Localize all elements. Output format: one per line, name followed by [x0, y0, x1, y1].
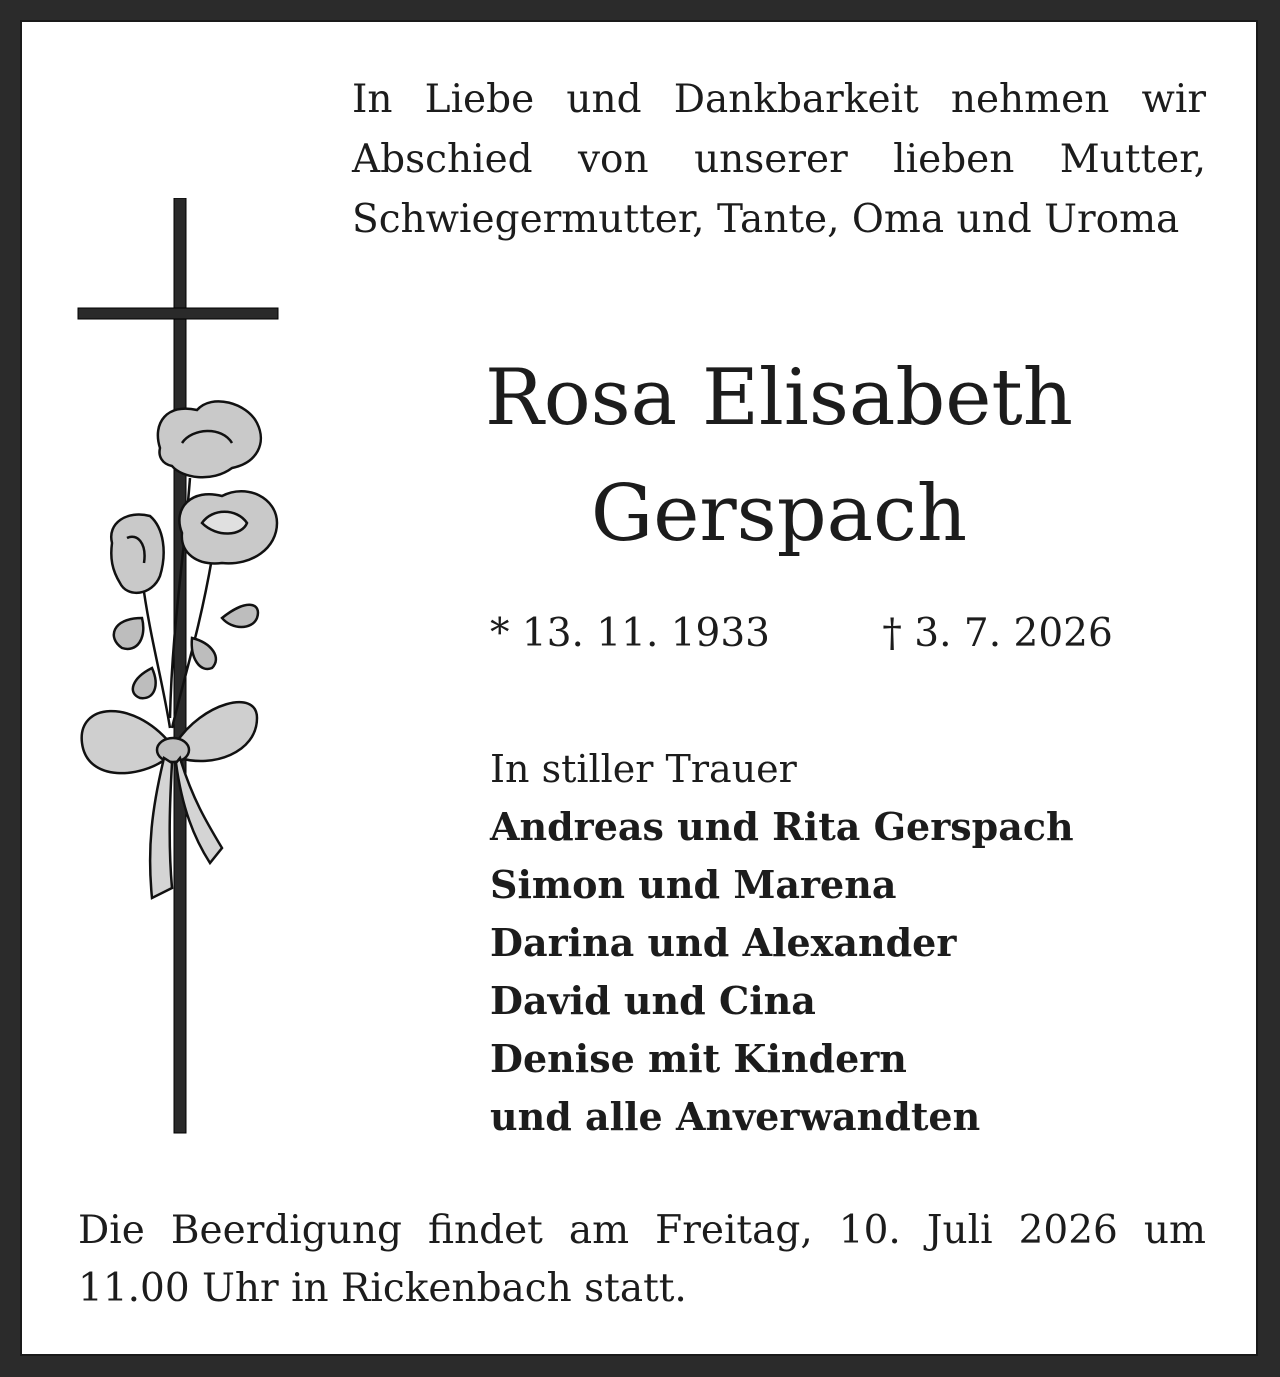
mourner-name: Andreas und Rita Gerspach: [490, 804, 1074, 849]
cross-with-roses-illustration: [72, 198, 292, 1138]
deceased-name: [352, 340, 1206, 572]
death-date: † 3. 7. 2026: [882, 611, 1113, 656]
funeral-line: Die Beerdigung findet am Freitag, 10. Juli 2026 um: [78, 1208, 1206, 1253]
funeral-line: 11.00 Uhr in Rickenbach statt.: [78, 1266, 687, 1311]
intro-text: [352, 70, 1206, 250]
deceased-last-name: Gerspach: [590, 469, 968, 559]
birth-date: * 13. 11. 1933: [490, 611, 770, 656]
intro-line: Schwiegermutter, Tante, Oma und Uroma: [352, 197, 1180, 242]
mourning-lead: In stiller Trauer: [490, 747, 797, 791]
funeral-notice: [78, 1202, 1206, 1318]
mourner-name: Darina und Alexander: [490, 920, 957, 965]
deceased-first-names: Rosa Elisabeth: [484, 353, 1074, 443]
obituary-card: [20, 20, 1258, 1356]
life-dates: [490, 610, 1113, 658]
cross-icon: [78, 198, 278, 1133]
mourner-name: David und Cina: [490, 978, 816, 1023]
mourner-name: und alle Anverwandten: [490, 1094, 981, 1139]
mourner-name: Simon und Marena: [490, 862, 897, 907]
mourner-name: Denise mit Kindern: [490, 1036, 907, 1081]
intro-line: Abschied von unserer lieben Mutter,: [352, 137, 1206, 182]
mourners-list: [490, 740, 1074, 1146]
intro-line: In Liebe und Dankbarkeit nehmen wir: [352, 77, 1206, 122]
